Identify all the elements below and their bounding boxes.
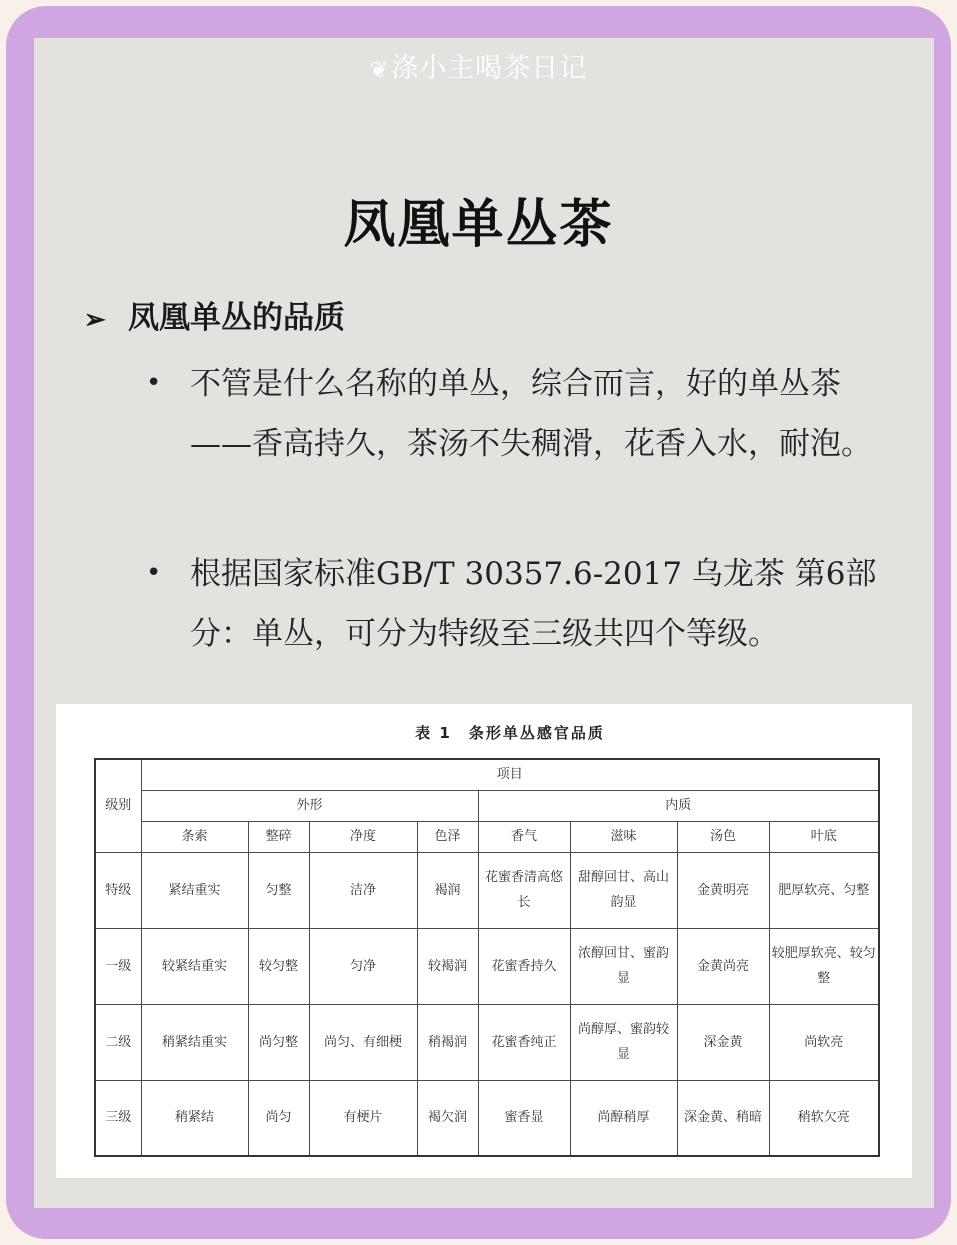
bullet-dot-icon: • (146, 558, 162, 588)
column-header: 色泽 (417, 821, 478, 852)
table-cell: 花蜜香清高悠长 (478, 852, 570, 928)
bullet-paragraph-1: 不管是什么名称的单丛，综合而言，好的单丛茶——香高持久，茶汤不失稠滑，花香入水，耐泡。 (190, 366, 872, 462)
leaf-icon: ❦ (369, 58, 390, 83)
column-header: 香气 (478, 821, 570, 852)
header-row (95, 790, 879, 821)
table-row (95, 1080, 879, 1156)
header-row (95, 821, 879, 852)
header-appearance: 外形 (141, 790, 478, 821)
arrow-bullet-icon: ➢ (84, 305, 106, 335)
table-cell: 尚匀、有细梗 (309, 1004, 417, 1080)
column-header: 条索 (141, 821, 248, 852)
table-cell: 褐欠润 (417, 1080, 478, 1156)
table-cell: 深金黄、稍暗 (677, 1080, 769, 1156)
table-cell: 尚醇厚、蜜韵较显 (570, 1004, 677, 1080)
section-heading (84, 292, 345, 337)
table-cell: 花蜜香持久 (478, 928, 570, 1004)
table-cell: 浓醇回甘、蜜韵显 (570, 928, 677, 1004)
table-cell: 甜醇回甘、高山韵显 (570, 852, 677, 928)
watermark (0, 46, 957, 85)
grade-cell: 二级 (95, 1004, 141, 1080)
column-header: 滋味 (570, 821, 677, 852)
table-cell: 匀净 (309, 928, 417, 1004)
table-cell: 较肥厚软亮、较匀整 (769, 928, 879, 1004)
table-cell: 较匀整 (248, 928, 309, 1004)
table-row (95, 1004, 879, 1080)
grade-table (94, 758, 880, 1157)
table-caption: 表 1 条形单丛感官品质 (415, 724, 605, 742)
grade-cell: 特级 (95, 852, 141, 928)
header-items: 项目 (141, 759, 879, 790)
column-header: 叶底 (769, 821, 879, 852)
table-row (95, 928, 879, 1004)
table-cell: 金黄尚亮 (677, 928, 769, 1004)
table-cell: 花蜜香纯正 (478, 1004, 570, 1080)
table-cell: 有梗片 (309, 1080, 417, 1156)
table-cell: 紧结重实 (141, 852, 248, 928)
header-row (95, 759, 879, 790)
table-cell: 洁净 (309, 852, 417, 928)
table-cell: 尚匀 (248, 1080, 309, 1156)
table-cell: 较褐润 (417, 928, 478, 1004)
section-heading-text: 凤凰单丛的品质 (128, 300, 345, 336)
table-cell: 肥厚软亮、匀整 (769, 852, 879, 928)
bullet-paragraph-2: 根据国家标准GB/T 30357.6-2017 乌龙茶 第6部分：单丛，可分为特级至三级共四个等级。 (190, 556, 877, 652)
column-header: 汤色 (677, 821, 769, 852)
table-cell: 尚匀整 (248, 1004, 309, 1080)
table-cell: 稍褐润 (417, 1004, 478, 1080)
table-cell: 稍软欠亮 (769, 1080, 879, 1156)
column-header: 整碎 (248, 821, 309, 852)
watermark-text: 涤小主喝茶日记 (391, 53, 588, 84)
column-header: 净度 (309, 821, 417, 852)
standard-table-image (56, 704, 912, 1178)
table-cell: 匀整 (248, 852, 309, 928)
table-cell: 稍紧结 (141, 1080, 248, 1156)
header-inner: 内质 (478, 790, 879, 821)
table-cell: 蜜香显 (478, 1080, 570, 1156)
table-cell: 金黄明亮 (677, 852, 769, 928)
table-cell: 褐润 (417, 852, 478, 928)
table-row (95, 852, 879, 928)
table-cell: 稍紧结重实 (141, 1004, 248, 1080)
bullet-dot-icon: • (146, 368, 162, 398)
header-grade: 级别 (95, 759, 141, 852)
table-cell: 尚软亮 (769, 1004, 879, 1080)
page-title: 凤凰单丛茶 (343, 194, 614, 255)
table-cell: 深金黄 (677, 1004, 769, 1080)
grade-cell: 一级 (95, 928, 141, 1004)
table-cell: 尚醇稍厚 (570, 1080, 677, 1156)
table-cell: 较紧结重实 (141, 928, 248, 1004)
grade-cell: 三级 (95, 1080, 141, 1156)
